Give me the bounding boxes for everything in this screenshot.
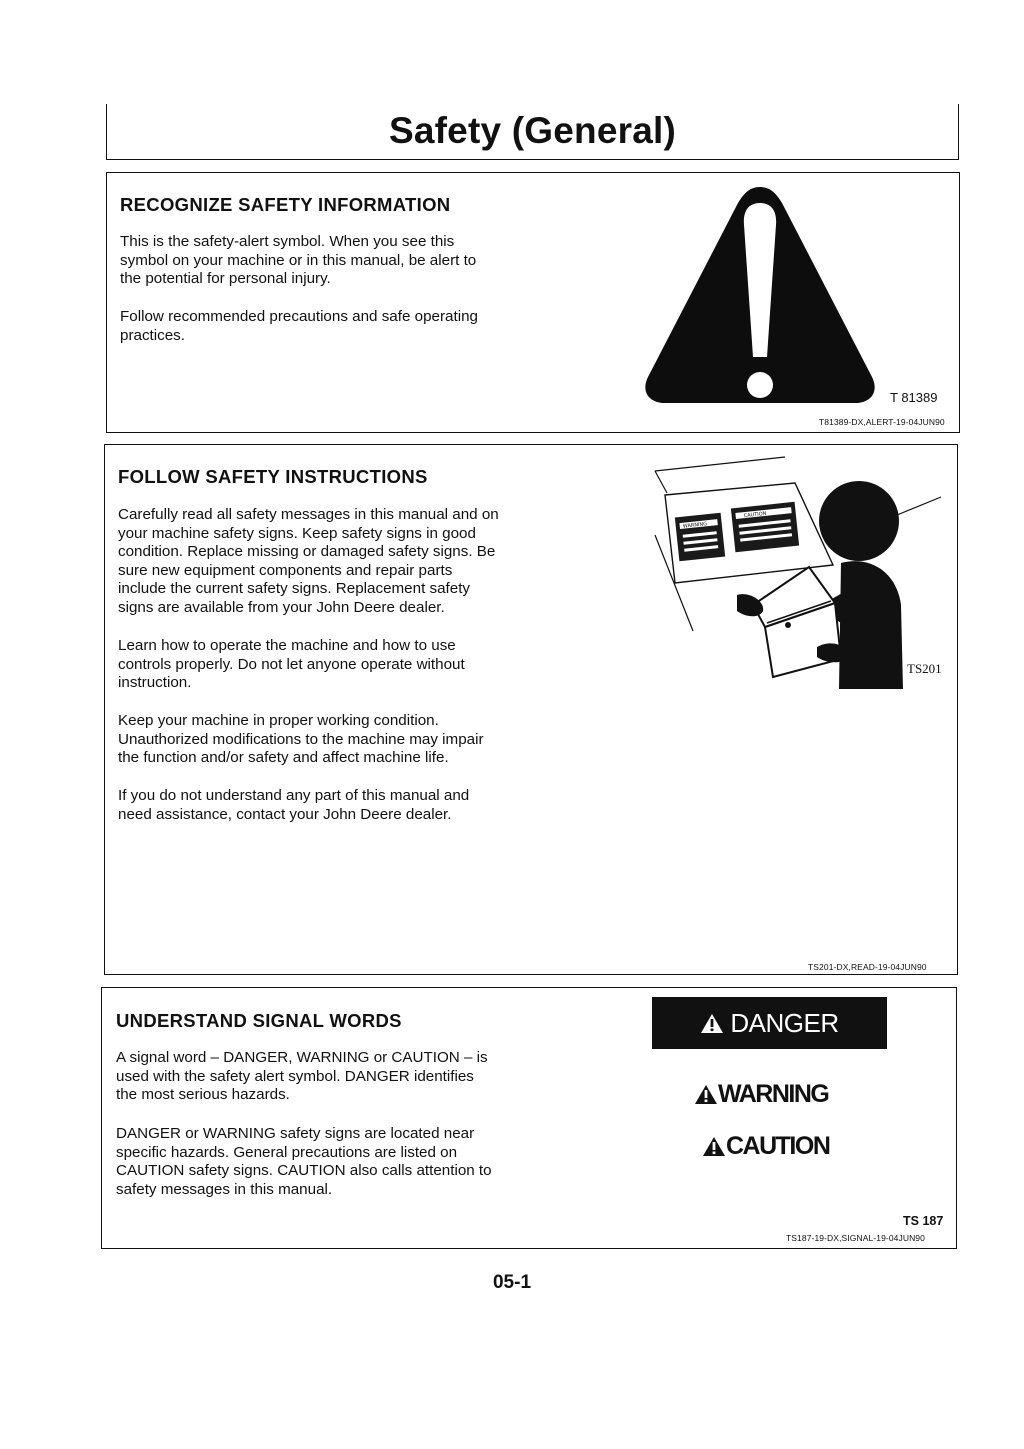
section-paragraph: Learn how to operate the machine and how to use controls properly. Do not let anyone operate without instruction. — [118, 637, 465, 692]
section-paragraph: A signal word – DANGER, WARNING or CAUTION – is used with the safety alert symbol. DANGER identifies the most serious hazards. — [116, 1049, 488, 1104]
signal-word-caution: CAUTION — [726, 1132, 830, 1160]
sign-label-warning: WARNING — [682, 521, 708, 530]
figure-code: TS201 — [907, 661, 942, 676]
section-paragraph: Follow recommended precautions and safe operating practices. — [120, 308, 478, 344]
section-paragraph: DANGER or WARNING safety signs are located near specific hazards. General precautions are listed on CAUTION safety signs. CAUTION also calls attention to safety messages in this manual. — [116, 1125, 492, 1198]
figure-reference: T81389-DX,ALERT-19-04JUN90 — [819, 417, 945, 427]
section-heading: FOLLOW SAFETY INSTRUCTIONS — [118, 466, 428, 487]
page-title: Safety (General) — [389, 110, 676, 151]
safety-alert-triangle-icon — [640, 181, 880, 409]
figure-reference: TS187-19-DX,SIGNAL-19-04JUN90 — [786, 1233, 925, 1243]
signal-word-warning: WARNING — [718, 1080, 829, 1108]
figure-code: T 81389 — [890, 390, 938, 405]
section-paragraph: This is the safety-alert symbol. When you see this symbol on your machine or in this manual, be alert to the potential for personal injury. — [120, 233, 477, 288]
warning-signal-label — [694, 1080, 828, 1109]
section-paragraph: Keep your machine in proper working condition. Unauthorized modifications to the machine may impair the function and/or safety and affect machine life. — [118, 712, 484, 767]
safety-alert-triangle-icon — [694, 1084, 718, 1105]
signal-word-danger: DANGER — [730, 1007, 839, 1038]
section-heading: RECOGNIZE SAFETY INFORMATION — [120, 194, 451, 215]
section-recognize-safety-information — [106, 172, 960, 433]
figure-code: TS 187 — [903, 1214, 944, 1228]
danger-signal-banner — [652, 997, 887, 1049]
figure-reference: TS201-DX,READ-19-04JUN90 — [808, 962, 927, 972]
page-number: 05-1 — [492, 1272, 532, 1293]
section-paragraph: If you do not understand any part of this manual and need assistance, contact your John Deere dealer. — [118, 787, 470, 823]
sign-label-caution: CAUTION — [743, 510, 767, 520]
section-heading: UNDERSTAND SIGNAL WORDS — [116, 1010, 402, 1031]
caution-signal-label — [702, 1132, 829, 1161]
person-reading-manual-icon — [645, 455, 945, 691]
page-title-box — [106, 104, 959, 160]
safety-alert-triangle-icon — [700, 1013, 724, 1034]
section-paragraph: Carefully read all safety messages in this manual and on your machine safety signs. Keep safety signs in good condition. Replace missing or damaged safety signs. Be sure new equipment components and repair parts include the current safety signs. Replacement safety signs are available from your John Deere dealer. — [118, 506, 499, 616]
safety-alert-triangle-icon — [702, 1136, 726, 1157]
section-follow-safety-instructions — [104, 444, 958, 975]
